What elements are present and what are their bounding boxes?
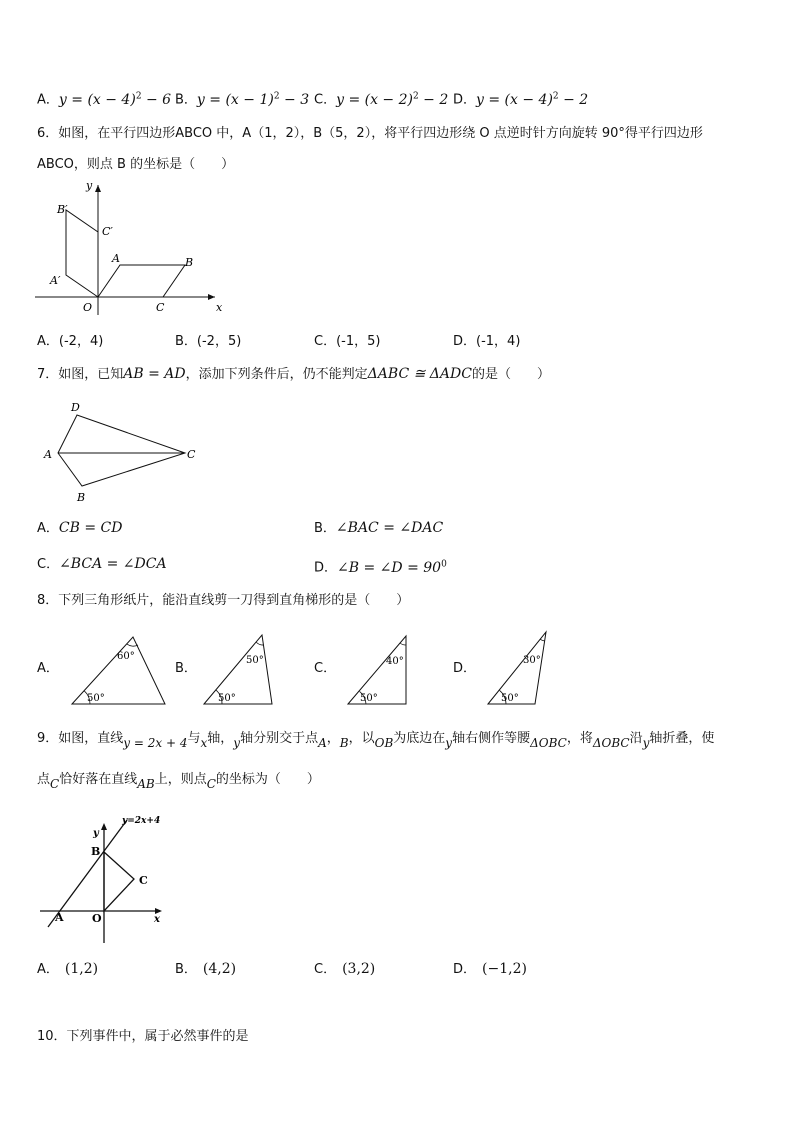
q9-stem-line2 <box>37 772 320 792</box>
q8-triangle-d <box>483 630 553 707</box>
q7-label-b: B <box>77 491 86 504</box>
q9-math-token: B <box>339 736 349 750</box>
q9-text-segment: 轴右侧作等腰 <box>452 731 531 746</box>
q6-option-c: C．(-1，5) <box>314 334 381 349</box>
q9-text-segment: ，以 <box>348 731 375 746</box>
q8-option-a-label: A． <box>37 661 59 676</box>
q8-option-d-label: D． <box>453 661 477 676</box>
q9-math-token: ΔOBC <box>592 736 630 750</box>
q9-math-token: A <box>318 736 327 750</box>
q7-label-c: C <box>187 448 196 461</box>
q9-text-segment: ，将 <box>566 731 593 746</box>
q9-text-segment: 点 <box>37 772 51 787</box>
q9-option-d: D． (−1,2) <box>453 961 527 977</box>
q6-rotation-figure <box>30 175 230 320</box>
q9-x-label: x <box>154 914 160 925</box>
q6-y-label: y <box>86 179 93 192</box>
q9-option-a: A． (1,2) <box>37 961 99 977</box>
q8-a-top-angle: 60° <box>117 651 135 662</box>
q7-label-d: D <box>71 401 80 414</box>
q8-triangle-b <box>200 632 280 707</box>
q9-text-segment: 恰好落在直线 <box>59 772 138 787</box>
q6-label-b-prime: B′ <box>57 203 68 216</box>
q6-x-label: x <box>216 301 223 314</box>
q6-label-a-prime: A′ <box>50 274 61 287</box>
q7-option-b: B．∠BAC = ∠DAC <box>314 520 444 536</box>
q9-y-label: y <box>93 828 99 839</box>
q8-triangle-a <box>65 632 175 707</box>
q9-text-segment: 上，则点 <box>154 772 207 787</box>
q8-option-c-label: C． <box>314 661 337 676</box>
q7-label-a: A <box>44 448 52 461</box>
q9-text-segment: 轴分别交于点 <box>240 731 319 746</box>
q9-text-segment: 9．如图，直线 <box>37 731 124 746</box>
q9-stem-line1 <box>37 731 714 751</box>
q9-label-o: O <box>92 912 102 925</box>
q9-math-token: y <box>642 736 650 750</box>
q6-label-a: A <box>112 252 120 265</box>
q6-label-o: O <box>83 301 93 314</box>
q9-text-segment: 的坐标为（ ） <box>215 772 320 787</box>
q9-option-c: C． (3,2) <box>314 961 376 977</box>
q6-stem-line2: ABCO，则点 B 的坐标是（ ） <box>37 157 235 172</box>
q8-c-bottom-angle: 50° <box>360 693 378 704</box>
q8-option-b-label: B． <box>175 661 197 676</box>
q9-math-token: x <box>200 736 208 750</box>
q8-stem: 8．下列三角形纸片，能沿直线剪一刀得到直角梯形的是（ ） <box>37 593 410 608</box>
q6-label-c-prime: C′ <box>102 225 113 238</box>
q8-b-bottom-angle: 50° <box>218 693 236 704</box>
q5-option-d: D．$y = (x - 4)^2 - 2$ <box>453 91 589 108</box>
q5-option-b: B．$y = (x - 1)^2 - 3$ <box>175 91 310 108</box>
q8-d-bottom-angle: 50° <box>501 693 519 704</box>
q9-math-token: AB <box>137 777 155 791</box>
q9-text-segment: 沿 <box>629 731 643 746</box>
q9-label-a: A <box>55 911 64 924</box>
q9-text-segment: 与 <box>187 731 201 746</box>
q9-math-token: OB <box>374 736 394 750</box>
q8-triangle-c <box>342 632 417 707</box>
q9-math-token: y <box>233 736 241 750</box>
q5-option-a: A．$y = (x - 4)^2 - 6$ <box>37 91 172 108</box>
q7-option-a: A．CB = CD <box>37 520 123 536</box>
q9-math-token: C <box>50 777 60 791</box>
q9-math-token: y = 2x + 4 <box>123 736 188 750</box>
q6-option-b: B．(-2，5) <box>175 334 242 349</box>
q7-option-d: D．∠B = ∠D = $90^0$ <box>314 559 447 576</box>
q7-stem: 7．如图，已知AB = AD，添加下列条件后，仍不能判定ΔABC ≅ ΔADC的是（ ） <box>37 366 550 382</box>
q9-text-segment: 轴， <box>207 731 234 746</box>
q10-stem: 10．下列事件中，属于必然事件的是 <box>37 1029 249 1044</box>
q6-stem-line1: 6．如图，在平行四边形ABCO 中，A（1，2），B（5，2），将平行四边形绕 O 点逆时针方向旋转 90°得平行四边形 <box>37 126 703 141</box>
q9-line-equation: y=2x+4 <box>122 816 161 826</box>
q9-coordinate-figure <box>38 815 173 945</box>
q9-math-token: C <box>206 777 216 791</box>
q9-text-segment: 轴折叠，使 <box>649 731 715 746</box>
q8-b-top-angle: 50° <box>246 655 264 666</box>
q9-math-token: ΔOBC <box>530 736 567 750</box>
q9-option-b: B． (4,2) <box>175 961 237 977</box>
q6-option-a: A．(-2，4) <box>37 334 104 349</box>
q7-quadrilateral-figure <box>40 398 205 508</box>
q9-text-segment: ， <box>326 731 340 746</box>
q9-label-b: B <box>91 845 101 858</box>
q8-c-top-angle: 40° <box>386 656 404 667</box>
q9-math-token: y <box>445 736 453 750</box>
q6-label-b: B <box>185 256 194 269</box>
q9-label-c: C <box>139 874 148 887</box>
q6-option-d: D．(-1，4) <box>453 334 521 349</box>
q8-d-top-angle: 30° <box>523 655 541 666</box>
q6-label-c: C <box>156 301 165 314</box>
q8-a-bottom-angle: 50° <box>87 693 105 704</box>
q7-option-c: C．∠BCA = ∠DCA <box>37 556 167 572</box>
q5-option-c: C．$y = (x - 2)^2 - 2$ <box>314 91 449 108</box>
q9-text-segment: 为底边在 <box>393 731 446 746</box>
